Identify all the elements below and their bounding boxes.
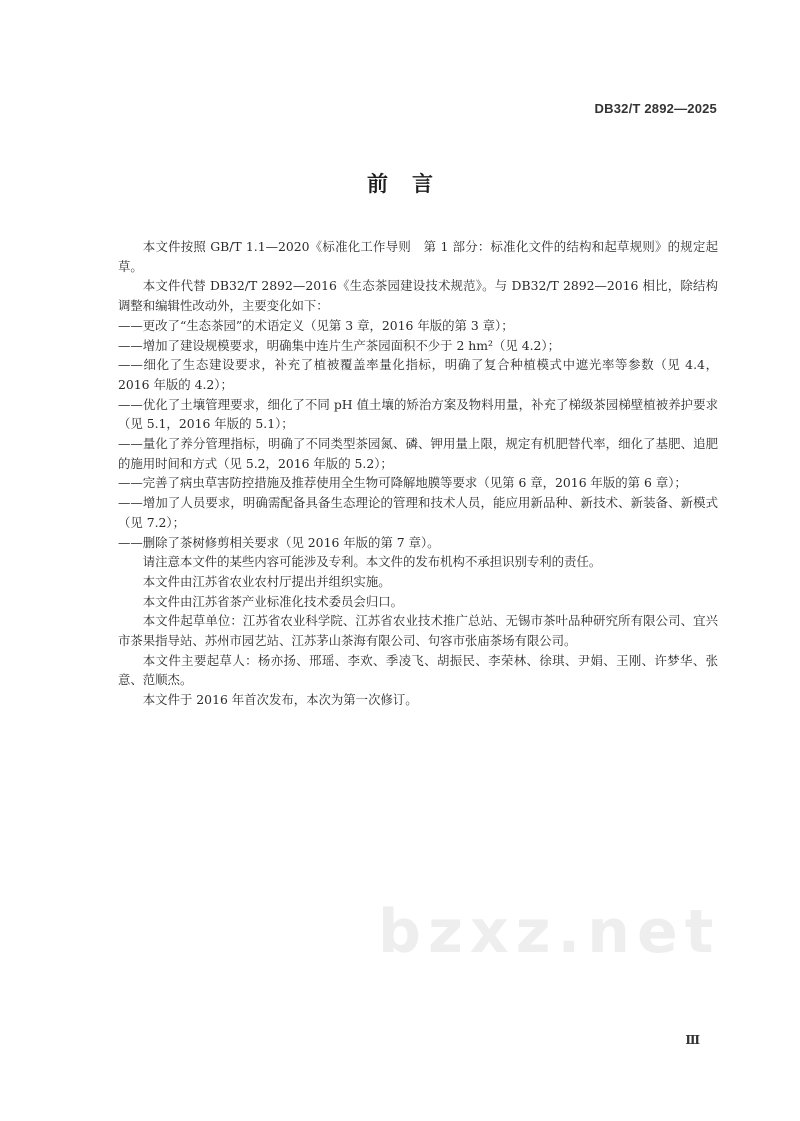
paragraph: 本文件主要起草人：杨亦扬、邢瑶、李欢、季凌飞、胡振民、李荣林、徐琪、尹娟、王刚、许梦华、张意、范顺杰。: [118, 652, 718, 688]
paragraph: 本文件代替 DB32/T 2892—2016《生态茶园建设技术规范》。与 DB32/T 2892—2016 相比，除结构调整和编辑性改动外，主要变化如下：: [118, 278, 718, 314]
change-list-item: ——细化了生态建设要求，补充了植被覆盖率量化指标，明确了复合种植模式中遮光率等参数（见 4.4，2016 年版的 4.2）；: [118, 357, 718, 392]
paragraph: 本文件由江苏省茶产业标准化技术委员会归口。: [142, 593, 403, 609]
change-list-item: ——删除了茶树修剪相关要求（见 2016 年版的第 7 章）。: [118, 534, 440, 550]
paragraph: 本文件于 2016 年首次发布，本次为第一次修订。: [142, 692, 418, 708]
paragraph: 本文件按照 GB/T 1.1—2020《标准化工作导则 第 1 部分：标准化文件的结构和起草规则》的规定起草。: [118, 239, 718, 274]
page-number: Ⅲ: [685, 1033, 700, 1047]
change-list-item: ——更改了“生态茶园”的术语定义（见第 3 章，2016 年版的第 3 章）；: [118, 317, 514, 333]
watermark: bzxz.net: [378, 897, 721, 967]
paragraph: 本文件由江苏省农业农村厅提出并组织实施。: [142, 573, 391, 589]
paragraph: 请注意本文件的某些内容可能涉及专利。本文件的发布机构不承担识别专利的责任。: [142, 554, 602, 570]
foreword-body: [118, 237, 718, 710]
change-list-item: ——量化了养分管理指标，明确了不同类型茶园氮、磷、钾用量上限，规定有机肥替代率，细化了基肥、追肥的施用时间和方式（见 5.2，2016 年版的 5.2）；: [118, 436, 718, 471]
change-list-item: ——增加了人员要求，明确需配备具备生态理论的管理和技术人员，能应用新品种、新技术、新装备、新模式（见 7.2）；: [118, 495, 718, 530]
paragraph: 本文件起草单位：江苏省农业科学院、江苏省农业技术推广总站、无锡市茶叶品种研究所有限公司、宜兴市茶果指导站、苏州市园艺站、江苏茅山茶海有限公司、句容市张庙茶场有限公司。: [118, 613, 718, 649]
page-title: 前言: [367, 172, 457, 196]
change-list-item: ——优化了土壤管理要求，细化了不同 pH 值土壤的矫治方案及物料用量，补充了梯级茶园梯壁植被养护要求（见 5.1，2016 年版的 5.1）；: [118, 396, 718, 432]
change-list-item: ——完善了病虫草害防控措施及推荐使用全生物可降解地膜等要求（见第 6 章，2016 年版的第 6 章）；: [118, 475, 687, 491]
standard-code: DB32/T 2892—2025: [594, 101, 717, 116]
change-list-item: ——增加了建设规模要求，明确集中连片生产茶园面积不少于 2 hm²（见 4.2）；: [118, 337, 561, 353]
